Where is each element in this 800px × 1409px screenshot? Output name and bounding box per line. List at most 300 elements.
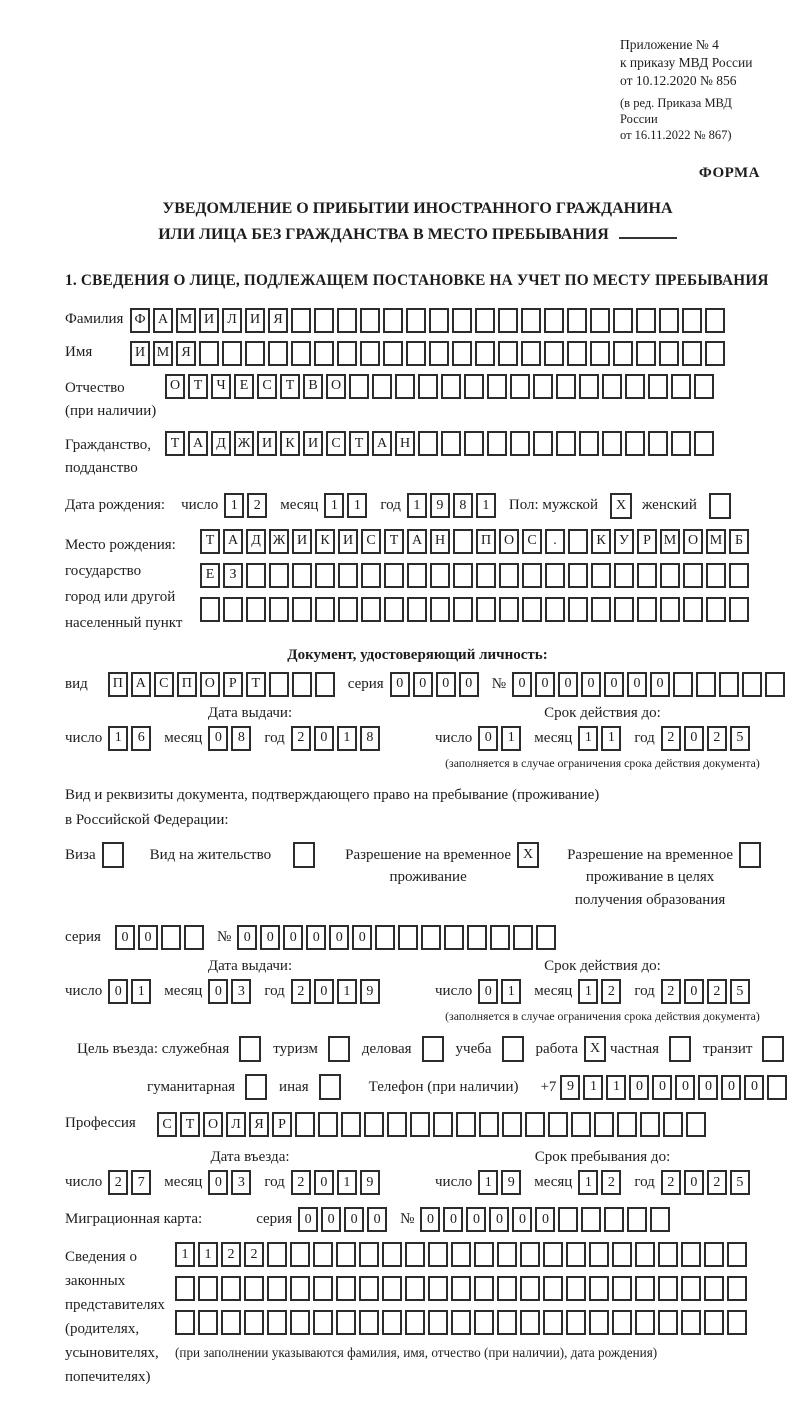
- char-cell[interactable]: 1: [578, 979, 598, 1004]
- char-cell[interactable]: [200, 597, 220, 622]
- char-cell[interactable]: Ж: [269, 529, 289, 554]
- char-cell[interactable]: [184, 925, 204, 950]
- char-cell[interactable]: [375, 925, 395, 950]
- char-cell[interactable]: [520, 1276, 540, 1301]
- char-cell[interactable]: [544, 341, 564, 366]
- char-cell[interactable]: [635, 1276, 655, 1301]
- char-cell[interactable]: [428, 1276, 448, 1301]
- char-cell[interactable]: И: [199, 308, 219, 333]
- char-cell[interactable]: [765, 672, 785, 697]
- char-cell[interactable]: Т: [200, 529, 220, 554]
- char-cell[interactable]: 2: [661, 726, 681, 751]
- char-cell[interactable]: 0: [684, 979, 704, 1004]
- char-cell[interactable]: [660, 597, 680, 622]
- char-cell[interactable]: [453, 597, 473, 622]
- char-cell[interactable]: 0: [413, 672, 433, 697]
- char-cell[interactable]: [295, 1112, 315, 1137]
- char-cell[interactable]: 1: [478, 1170, 498, 1195]
- char-cell[interactable]: [510, 374, 530, 399]
- char-cell[interactable]: 0: [237, 925, 257, 950]
- char-cell[interactable]: 3: [231, 1170, 251, 1195]
- rvp-checkbox[interactable]: X: [517, 842, 539, 868]
- char-cell[interactable]: 0: [535, 672, 555, 697]
- char-cell[interactable]: 8: [453, 493, 473, 518]
- char-cell[interactable]: С: [522, 529, 542, 554]
- char-cell[interactable]: 9: [560, 1075, 580, 1100]
- char-cell[interactable]: [671, 374, 691, 399]
- char-cell[interactable]: 5: [730, 1170, 750, 1195]
- char-cell[interactable]: [602, 431, 622, 456]
- char-cell[interactable]: 1: [337, 726, 357, 751]
- char-cell[interactable]: [383, 308, 403, 333]
- purpose-tourism-checkbox[interactable]: [328, 1036, 350, 1062]
- char-cell[interactable]: [406, 308, 426, 333]
- char-cell[interactable]: Я: [176, 341, 196, 366]
- char-cell[interactable]: 0: [321, 1207, 341, 1232]
- char-cell[interactable]: М: [706, 529, 726, 554]
- purpose-transit-checkbox[interactable]: [762, 1036, 784, 1062]
- char-cell[interactable]: [556, 374, 576, 399]
- char-cell[interactable]: [382, 1310, 402, 1335]
- char-cell[interactable]: [359, 1310, 379, 1335]
- char-cell[interactable]: [433, 1112, 453, 1137]
- char-cell[interactable]: [290, 1242, 310, 1267]
- char-cell[interactable]: [405, 1276, 425, 1301]
- char-cell[interactable]: 0: [344, 1207, 364, 1232]
- char-cell[interactable]: 1: [601, 726, 621, 751]
- char-cell[interactable]: [727, 1242, 747, 1267]
- char-cell[interactable]: 2: [601, 979, 621, 1004]
- char-cell[interactable]: [705, 341, 725, 366]
- char-cell[interactable]: .: [545, 529, 565, 554]
- char-cell[interactable]: 0: [208, 1170, 228, 1195]
- char-cell[interactable]: [558, 1207, 578, 1232]
- char-cell[interactable]: Т: [246, 672, 266, 697]
- purpose-study-checkbox[interactable]: [502, 1036, 524, 1062]
- char-cell[interactable]: 1: [501, 979, 521, 1004]
- char-cell[interactable]: 1: [224, 493, 244, 518]
- char-cell[interactable]: [421, 925, 441, 950]
- purpose-humanitarian-checkbox[interactable]: [245, 1074, 267, 1100]
- char-cell[interactable]: 2: [707, 1170, 727, 1195]
- char-cell[interactable]: [590, 308, 610, 333]
- char-cell[interactable]: [290, 1276, 310, 1301]
- char-cell[interactable]: [384, 597, 404, 622]
- char-cell[interactable]: [694, 431, 714, 456]
- char-cell[interactable]: Т: [349, 431, 369, 456]
- char-cell[interactable]: Т: [180, 1112, 200, 1137]
- char-cell[interactable]: Ф: [130, 308, 150, 333]
- char-cell[interactable]: [510, 431, 530, 456]
- char-cell[interactable]: А: [407, 529, 427, 554]
- char-cell[interactable]: 1: [583, 1075, 603, 1100]
- char-cell[interactable]: [681, 1310, 701, 1335]
- char-cell[interactable]: [407, 563, 427, 588]
- char-cell[interactable]: И: [130, 341, 150, 366]
- char-cell[interactable]: [498, 308, 518, 333]
- char-cell[interactable]: 8: [231, 726, 251, 751]
- char-cell[interactable]: [161, 925, 181, 950]
- char-cell[interactable]: [267, 1276, 287, 1301]
- char-cell[interactable]: 0: [352, 925, 372, 950]
- char-cell[interactable]: [568, 597, 588, 622]
- char-cell[interactable]: [589, 1242, 609, 1267]
- char-cell[interactable]: [567, 308, 587, 333]
- char-cell[interactable]: [405, 1310, 425, 1335]
- char-cell[interactable]: О: [683, 529, 703, 554]
- purpose-business-checkbox[interactable]: [422, 1036, 444, 1062]
- char-cell[interactable]: 2: [108, 1170, 128, 1195]
- char-cell[interactable]: 9: [360, 979, 380, 1004]
- char-cell[interactable]: [451, 1310, 471, 1335]
- char-cell[interactable]: [544, 308, 564, 333]
- char-cell[interactable]: П: [476, 529, 496, 554]
- char-cell[interactable]: А: [153, 308, 173, 333]
- char-cell[interactable]: 1: [324, 493, 344, 518]
- char-cell[interactable]: [548, 1112, 568, 1137]
- char-cell[interactable]: [222, 341, 242, 366]
- char-cell[interactable]: 0: [512, 1207, 532, 1232]
- char-cell[interactable]: 8: [360, 726, 380, 751]
- char-cell[interactable]: [568, 529, 588, 554]
- char-cell[interactable]: [729, 597, 749, 622]
- char-cell[interactable]: [476, 597, 496, 622]
- char-cell[interactable]: [635, 1242, 655, 1267]
- visa-checkbox[interactable]: [102, 842, 124, 868]
- char-cell[interactable]: [704, 1242, 724, 1267]
- char-cell[interactable]: [453, 563, 473, 588]
- char-cell[interactable]: [453, 529, 473, 554]
- char-cell[interactable]: [410, 1112, 430, 1137]
- char-cell[interactable]: [719, 672, 739, 697]
- char-cell[interactable]: Т: [280, 374, 300, 399]
- char-cell[interactable]: М: [176, 308, 196, 333]
- char-cell[interactable]: [591, 563, 611, 588]
- char-cell[interactable]: [338, 597, 358, 622]
- char-cell[interactable]: П: [177, 672, 197, 697]
- char-cell[interactable]: [566, 1310, 586, 1335]
- char-cell[interactable]: [474, 1276, 494, 1301]
- char-cell[interactable]: [407, 597, 427, 622]
- char-cell[interactable]: [364, 1112, 384, 1137]
- char-cell[interactable]: [543, 1310, 563, 1335]
- char-cell[interactable]: [627, 1207, 647, 1232]
- char-cell[interactable]: [223, 597, 243, 622]
- char-cell[interactable]: [418, 431, 438, 456]
- char-cell[interactable]: [198, 1276, 218, 1301]
- char-cell[interactable]: Н: [430, 529, 450, 554]
- char-cell[interactable]: [441, 374, 461, 399]
- char-cell[interactable]: [269, 563, 289, 588]
- char-cell[interactable]: [479, 1112, 499, 1137]
- char-cell[interactable]: [640, 1112, 660, 1137]
- char-cell[interactable]: [683, 597, 703, 622]
- char-cell[interactable]: [337, 308, 357, 333]
- char-cell[interactable]: Т: [384, 529, 404, 554]
- char-cell[interactable]: К: [591, 529, 611, 554]
- char-cell[interactable]: [590, 341, 610, 366]
- char-cell[interactable]: [579, 431, 599, 456]
- char-cell[interactable]: [361, 597, 381, 622]
- char-cell[interactable]: А: [131, 672, 151, 697]
- char-cell[interactable]: [360, 341, 380, 366]
- char-cell[interactable]: 0: [314, 1170, 334, 1195]
- char-cell[interactable]: [451, 1242, 471, 1267]
- char-cell[interactable]: 1: [347, 493, 367, 518]
- char-cell[interactable]: 2: [247, 493, 267, 518]
- char-cell[interactable]: П: [108, 672, 128, 697]
- char-cell[interactable]: [521, 341, 541, 366]
- char-cell[interactable]: [613, 341, 633, 366]
- char-cell[interactable]: Л: [222, 308, 242, 333]
- char-cell[interactable]: [430, 597, 450, 622]
- char-cell[interactable]: 2: [707, 979, 727, 1004]
- char-cell[interactable]: [475, 308, 495, 333]
- char-cell[interactable]: 0: [208, 979, 228, 1004]
- char-cell[interactable]: [521, 308, 541, 333]
- char-cell[interactable]: А: [372, 431, 392, 456]
- char-cell[interactable]: [705, 308, 725, 333]
- char-cell[interactable]: [474, 1242, 494, 1267]
- char-cell[interactable]: Я: [268, 308, 288, 333]
- char-cell[interactable]: 1: [501, 726, 521, 751]
- char-cell[interactable]: [536, 925, 556, 950]
- char-cell[interactable]: [648, 374, 668, 399]
- char-cell[interactable]: [660, 563, 680, 588]
- char-cell[interactable]: 0: [558, 672, 578, 697]
- char-cell[interactable]: О: [203, 1112, 223, 1137]
- char-cell[interactable]: [429, 341, 449, 366]
- char-cell[interactable]: И: [292, 529, 312, 554]
- char-cell[interactable]: [706, 597, 726, 622]
- char-cell[interactable]: [571, 1112, 591, 1137]
- char-cell[interactable]: [648, 431, 668, 456]
- char-cell[interactable]: [341, 1112, 361, 1137]
- char-cell[interactable]: Т: [165, 431, 185, 456]
- char-cell[interactable]: [337, 341, 357, 366]
- char-cell[interactable]: 0: [684, 726, 704, 751]
- char-cell[interactable]: [727, 1310, 747, 1335]
- char-cell[interactable]: И: [303, 431, 323, 456]
- char-cell[interactable]: [405, 1242, 425, 1267]
- char-cell[interactable]: 0: [604, 672, 624, 697]
- char-cell[interactable]: С: [361, 529, 381, 554]
- char-cell[interactable]: [650, 1207, 670, 1232]
- char-cell[interactable]: [387, 1112, 407, 1137]
- char-cell[interactable]: [617, 1112, 637, 1137]
- char-cell[interactable]: 0: [436, 672, 456, 697]
- char-cell[interactable]: 2: [244, 1242, 264, 1267]
- char-cell[interactable]: [382, 1276, 402, 1301]
- char-cell[interactable]: [602, 374, 622, 399]
- char-cell[interactable]: [267, 1310, 287, 1335]
- char-cell[interactable]: Ж: [234, 431, 254, 456]
- char-cell[interactable]: [336, 1310, 356, 1335]
- char-cell[interactable]: 5: [730, 726, 750, 751]
- char-cell[interactable]: 0: [650, 672, 670, 697]
- char-cell[interactable]: 0: [208, 726, 228, 751]
- char-cell[interactable]: [175, 1310, 195, 1335]
- char-cell[interactable]: [658, 1242, 678, 1267]
- char-cell[interactable]: 2: [661, 979, 681, 1004]
- char-cell[interactable]: В: [303, 374, 323, 399]
- char-cell[interactable]: [383, 341, 403, 366]
- char-cell[interactable]: [452, 341, 472, 366]
- char-cell[interactable]: [244, 1276, 264, 1301]
- char-cell[interactable]: [566, 1242, 586, 1267]
- char-cell[interactable]: [314, 341, 334, 366]
- char-cell[interactable]: [613, 308, 633, 333]
- char-cell[interactable]: [428, 1310, 448, 1335]
- char-cell[interactable]: О: [499, 529, 519, 554]
- char-cell[interactable]: [614, 597, 634, 622]
- char-cell[interactable]: 1: [131, 979, 151, 1004]
- char-cell[interactable]: [452, 308, 472, 333]
- char-cell[interactable]: [579, 374, 599, 399]
- char-cell[interactable]: [198, 1310, 218, 1335]
- char-cell[interactable]: [428, 1242, 448, 1267]
- char-cell[interactable]: А: [223, 529, 243, 554]
- residence-permit-checkbox[interactable]: [293, 842, 315, 868]
- char-cell[interactable]: [476, 563, 496, 588]
- char-cell[interactable]: 6: [131, 726, 151, 751]
- char-cell[interactable]: К: [315, 529, 335, 554]
- char-cell[interactable]: К: [280, 431, 300, 456]
- char-cell[interactable]: [245, 341, 265, 366]
- char-cell[interactable]: [589, 1276, 609, 1301]
- char-cell[interactable]: 1: [407, 493, 427, 518]
- char-cell[interactable]: [314, 308, 334, 333]
- char-cell[interactable]: 0: [138, 925, 158, 950]
- char-cell[interactable]: [498, 341, 518, 366]
- char-cell[interactable]: 0: [108, 979, 128, 1004]
- char-cell[interactable]: И: [338, 529, 358, 554]
- char-cell[interactable]: И: [245, 308, 265, 333]
- char-cell[interactable]: [441, 431, 461, 456]
- char-cell[interactable]: [589, 1310, 609, 1335]
- char-cell[interactable]: [467, 925, 487, 950]
- char-cell[interactable]: [359, 1242, 379, 1267]
- char-cell[interactable]: [487, 431, 507, 456]
- char-cell[interactable]: [520, 1242, 540, 1267]
- char-cell[interactable]: С: [154, 672, 174, 697]
- char-cell[interactable]: 1: [198, 1242, 218, 1267]
- char-cell[interactable]: 0: [367, 1207, 387, 1232]
- char-cell[interactable]: [398, 925, 418, 950]
- char-cell[interactable]: Д: [246, 529, 266, 554]
- char-cell[interactable]: 1: [337, 979, 357, 1004]
- char-cell[interactable]: 3: [231, 979, 251, 1004]
- char-cell[interactable]: Н: [395, 431, 415, 456]
- char-cell[interactable]: 0: [698, 1075, 718, 1100]
- char-cell[interactable]: [246, 597, 266, 622]
- char-cell[interactable]: [625, 374, 645, 399]
- sex-male-checkbox[interactable]: X: [610, 493, 632, 519]
- purpose-other-checkbox[interactable]: [319, 1074, 341, 1100]
- char-cell[interactable]: [268, 341, 288, 366]
- char-cell[interactable]: 1: [108, 726, 128, 751]
- char-cell[interactable]: 0: [489, 1207, 509, 1232]
- char-cell[interactable]: [545, 597, 565, 622]
- char-cell[interactable]: [359, 1276, 379, 1301]
- char-cell[interactable]: [336, 1242, 356, 1267]
- char-cell[interactable]: 0: [314, 726, 334, 751]
- char-cell[interactable]: [244, 1310, 264, 1335]
- char-cell[interactable]: 1: [337, 1170, 357, 1195]
- char-cell[interactable]: [313, 1310, 333, 1335]
- char-cell[interactable]: 0: [721, 1075, 741, 1100]
- char-cell[interactable]: [594, 1112, 614, 1137]
- char-cell[interactable]: [612, 1242, 632, 1267]
- char-cell[interactable]: У: [614, 529, 634, 554]
- char-cell[interactable]: [292, 672, 312, 697]
- char-cell[interactable]: О: [326, 374, 346, 399]
- char-cell[interactable]: [694, 374, 714, 399]
- char-cell[interactable]: 9: [430, 493, 450, 518]
- char-cell[interactable]: [614, 563, 634, 588]
- char-cell[interactable]: [221, 1310, 241, 1335]
- purpose-private-checkbox[interactable]: [669, 1036, 691, 1062]
- char-cell[interactable]: [545, 563, 565, 588]
- char-cell[interactable]: 0: [443, 1207, 463, 1232]
- char-cell[interactable]: [199, 341, 219, 366]
- char-cell[interactable]: 1: [476, 493, 496, 518]
- char-cell[interactable]: 1: [606, 1075, 626, 1100]
- char-cell[interactable]: [742, 672, 762, 697]
- char-cell[interactable]: [637, 597, 657, 622]
- char-cell[interactable]: [382, 1242, 402, 1267]
- char-cell[interactable]: О: [200, 672, 220, 697]
- char-cell[interactable]: [502, 1112, 522, 1137]
- char-cell[interactable]: [681, 1242, 701, 1267]
- char-cell[interactable]: [451, 1276, 471, 1301]
- char-cell[interactable]: 0: [581, 672, 601, 697]
- char-cell[interactable]: [292, 563, 312, 588]
- char-cell[interactable]: [522, 563, 542, 588]
- sex-female-checkbox[interactable]: [709, 493, 731, 519]
- char-cell[interactable]: [497, 1242, 517, 1267]
- char-cell[interactable]: 2: [221, 1242, 241, 1267]
- char-cell[interactable]: 2: [707, 726, 727, 751]
- char-cell[interactable]: [487, 374, 507, 399]
- char-cell[interactable]: С: [326, 431, 346, 456]
- char-cell[interactable]: [290, 1310, 310, 1335]
- char-cell[interactable]: Л: [226, 1112, 246, 1137]
- char-cell[interactable]: [659, 308, 679, 333]
- char-cell[interactable]: [175, 1276, 195, 1301]
- char-cell[interactable]: [533, 431, 553, 456]
- char-cell[interactable]: Р: [272, 1112, 292, 1137]
- char-cell[interactable]: [673, 672, 693, 697]
- char-cell[interactable]: [635, 1310, 655, 1335]
- char-cell[interactable]: [474, 1310, 494, 1335]
- char-cell[interactable]: [430, 563, 450, 588]
- char-cell[interactable]: [625, 431, 645, 456]
- char-cell[interactable]: [221, 1276, 241, 1301]
- char-cell[interactable]: [384, 563, 404, 588]
- char-cell[interactable]: О: [165, 374, 185, 399]
- char-cell[interactable]: [291, 341, 311, 366]
- char-cell[interactable]: 0: [314, 979, 334, 1004]
- char-cell[interactable]: [604, 1207, 624, 1232]
- char-cell[interactable]: С: [257, 374, 277, 399]
- char-cell[interactable]: [636, 341, 656, 366]
- char-cell[interactable]: 0: [306, 925, 326, 950]
- char-cell[interactable]: [291, 308, 311, 333]
- purpose-work-checkbox[interactable]: X: [584, 1036, 606, 1062]
- char-cell[interactable]: [360, 308, 380, 333]
- char-cell[interactable]: 0: [629, 1075, 649, 1100]
